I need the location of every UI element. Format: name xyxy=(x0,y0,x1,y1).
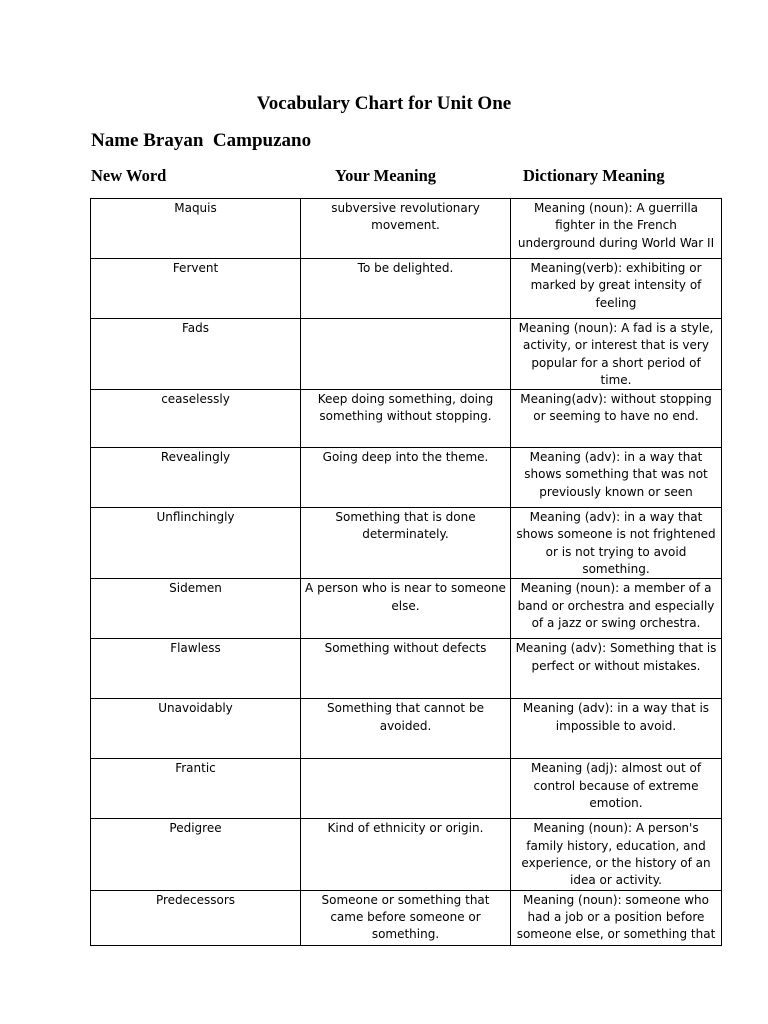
dictionary-meaning-cell: Meaning (noun): a member of a band or orchestra and especially of a jazz or swing orchestra. xyxy=(511,579,722,639)
your-meaning-cell: Something that cannot be avoided. xyxy=(301,699,511,759)
word-cell: Predecessors xyxy=(91,890,301,945)
dictionary-meaning-cell: Meaning (noun): A person's family history, education, and experience, or the history of an idea or activity. xyxy=(511,819,722,890)
table-row xyxy=(91,819,722,890)
your-meaning-cell xyxy=(301,319,511,390)
column-header-your-meaning: Your Meaning xyxy=(335,166,436,185)
your-meaning-cell: Going deep into the theme. xyxy=(301,448,511,508)
dictionary-meaning-cell: Meaning (noun): someone who had a job or a position before someone else, or something that xyxy=(511,890,722,945)
your-meaning-cell: To be delighted. xyxy=(301,259,511,319)
table-row xyxy=(91,579,722,639)
name-line xyxy=(91,130,311,152)
word-cell: Unavoidably xyxy=(91,699,301,759)
word-cell: Revealingly xyxy=(91,448,301,508)
table-row xyxy=(91,448,722,508)
table-row xyxy=(91,890,722,945)
vocabulary-table xyxy=(90,198,722,946)
table-row xyxy=(91,759,722,819)
dictionary-meaning-cell: Meaning (noun): A guerrilla fighter in the French underground during World War II xyxy=(511,199,722,259)
table-row xyxy=(91,199,722,259)
dictionary-meaning-cell: Meaning (adv): Something that is perfect or without mistakes. xyxy=(511,639,722,699)
word-cell: Frantic xyxy=(91,759,301,819)
student-name: Brayan Campuzano xyxy=(143,130,312,151)
dictionary-meaning-cell: Meaning (adv): in a way that shows something that was not previously known or seen xyxy=(511,448,722,508)
table-row xyxy=(91,319,722,390)
table-row xyxy=(91,508,722,579)
vocabulary-table-body xyxy=(91,199,722,946)
word-cell: Unflinchingly xyxy=(91,508,301,579)
word-cell: Fervent xyxy=(91,259,301,319)
word-cell: Pedigree xyxy=(91,819,301,890)
word-cell: Maquis xyxy=(91,199,301,259)
dictionary-meaning-cell: Meaning (noun): A fad is a style, activity, or interest that is very popular for a short period of time. xyxy=(511,319,722,390)
table-row xyxy=(91,639,722,699)
word-cell: ceaselessly xyxy=(91,390,301,448)
dictionary-meaning-cell: Meaning(adv): without stopping or seeming to have no end. xyxy=(511,390,722,448)
your-meaning-cell: Keep doing something, doing something without stopping. xyxy=(301,390,511,448)
word-cell: Sidemen xyxy=(91,579,301,639)
table-row xyxy=(91,699,722,759)
table-row xyxy=(91,259,722,319)
your-meaning-cell: Something that is done determinately. xyxy=(301,508,511,579)
your-meaning-cell: Kind of ethnicity or origin. xyxy=(301,819,511,890)
word-cell: Fads xyxy=(91,319,301,390)
table-row xyxy=(91,390,722,448)
dictionary-meaning-cell: Meaning (adv): in a way that is impossible to avoid. xyxy=(511,699,722,759)
dictionary-meaning-cell: Meaning(verb): exhibiting or marked by great intensity of feeling xyxy=(511,259,722,319)
dictionary-meaning-cell: Meaning (adj): almost out of control because of extreme emotion. xyxy=(511,759,722,819)
column-header-new-word: New Word xyxy=(91,166,167,185)
your-meaning-cell: subversive revolutionary movement. xyxy=(301,199,511,259)
word-cell: Flawless xyxy=(91,639,301,699)
your-meaning-cell xyxy=(301,759,511,819)
page-title: Vocabulary Chart for Unit One xyxy=(256,93,512,114)
name-label: Name xyxy=(91,130,139,151)
dictionary-meaning-cell: Meaning (adv): in a way that shows someone is not frightened or is not trying to avoid something. xyxy=(511,508,722,579)
your-meaning-cell: Something without defects xyxy=(301,639,511,699)
your-meaning-cell: A person who is near to someone else. xyxy=(301,579,511,639)
your-meaning-cell: Someone or something that came before someone or something. xyxy=(301,890,511,945)
column-header-dictionary-meaning: Dictionary Meaning xyxy=(523,166,665,185)
